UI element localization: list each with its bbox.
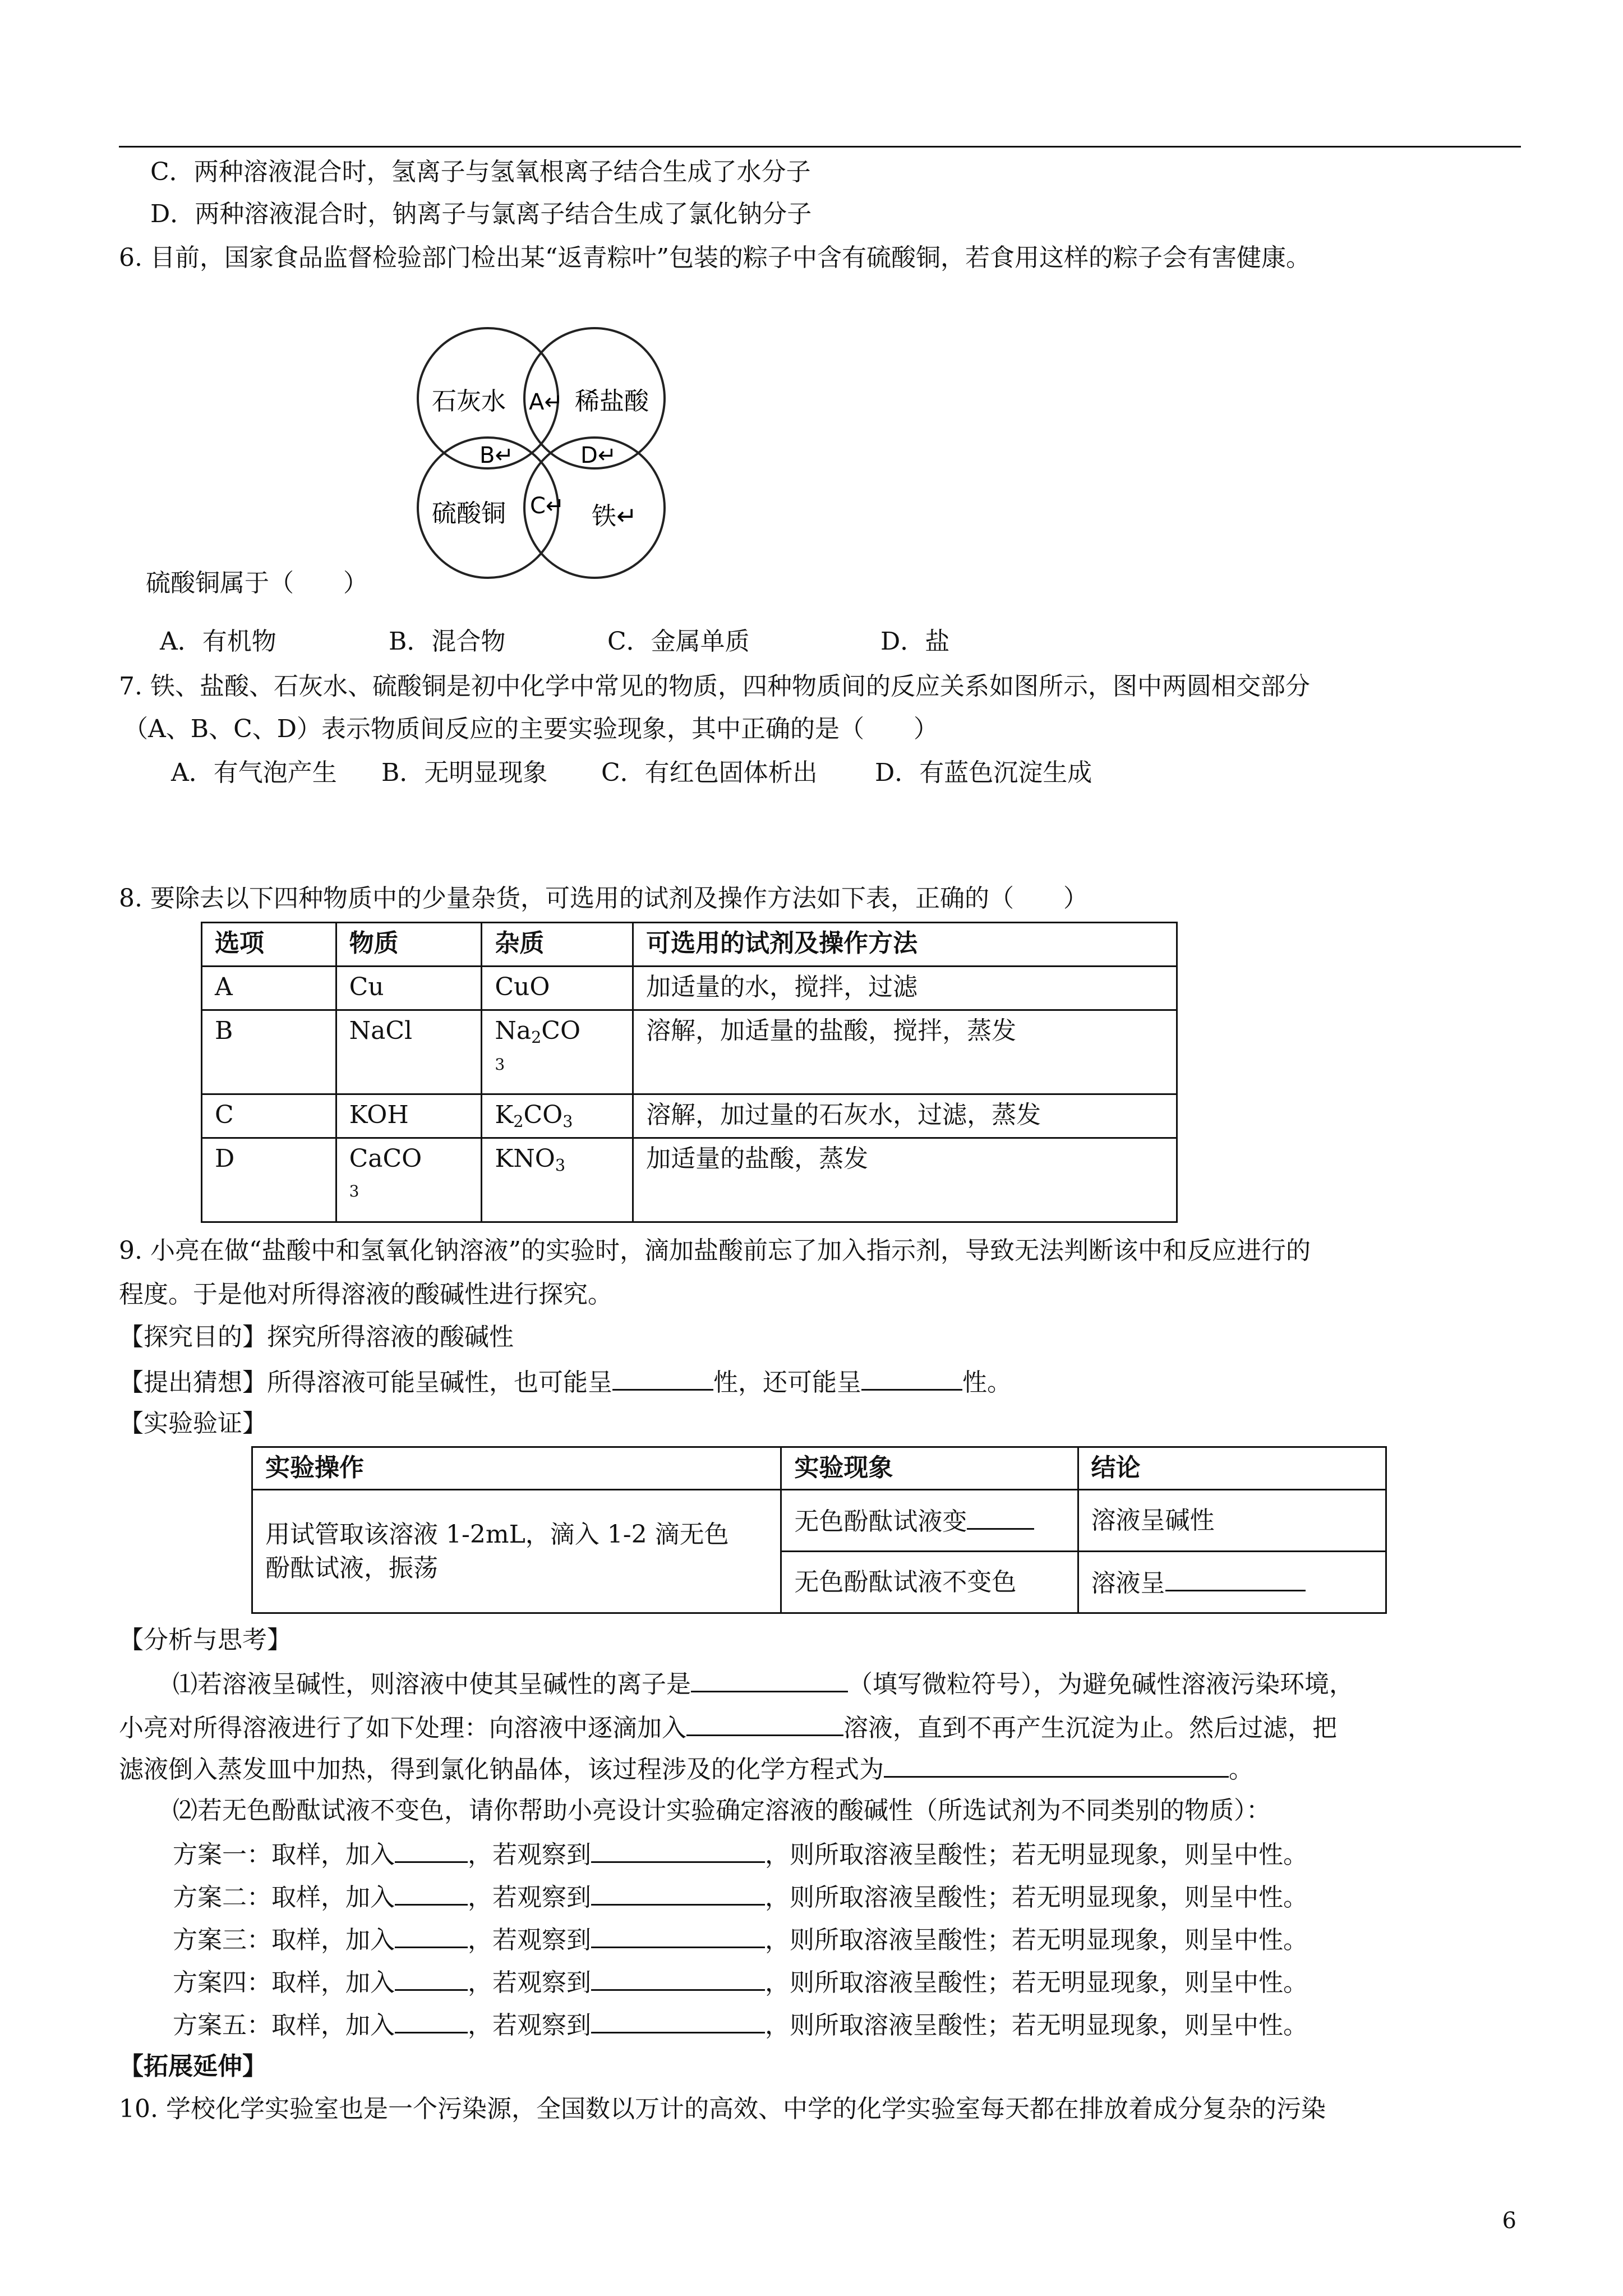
q9-header-operation: 实验操作 — [252, 1447, 781, 1490]
answer-blank[interactable] — [591, 1835, 765, 1863]
q7-stem-line2: （A、B、C、D）表示物质间反应的主要实验现象，其中正确的是（ ） — [123, 715, 939, 743]
q8-cell-method: 溶解，加适量的盐酸，搅拌，蒸发 — [633, 1010, 1177, 1094]
q8-cell-method: 加适量的水，搅拌，过滤 — [633, 967, 1177, 1010]
formula-part: CO — [541, 1016, 581, 1045]
table-row — [202, 1094, 1177, 1138]
plan-row — [173, 1921, 1308, 1958]
q8-cell-option: D — [202, 1138, 336, 1222]
p1-text-a: ⑴若溶液呈碱性，则溶液中使其呈碱性的离子是 — [173, 1670, 691, 1699]
q5-option-d: D．两种溶液混合时，钠离子与氯离子结合生成了氯化钠分子 — [150, 200, 812, 228]
formula-part: K — [495, 1101, 514, 1129]
p1-text-b: （填写微粒符号），为避免碱性溶液污染环境， — [848, 1670, 1354, 1699]
q8-table — [201, 922, 1178, 1223]
q10-stem: 10. 学校化学实验室也是一个污染源，全国数以万计的高效、中学的化学实验室每天都在排放着成分复杂的污染 — [119, 2095, 1326, 2123]
plan-name: 方案二：取样，加入 — [173, 1883, 395, 1912]
plan-row — [173, 1963, 1308, 2001]
plan-end: ，则所取溶液呈酸性；若无明显现象，则呈中性。 — [765, 2011, 1308, 2040]
plan-mid: ，若观察到 — [468, 1968, 591, 1998]
q8-cell-impurity — [482, 1010, 633, 1094]
answer-blank[interactable] — [395, 1963, 468, 1991]
label-d: D↵ — [580, 443, 617, 468]
answer-blank[interactable] — [1165, 1564, 1306, 1591]
label-a: A↵ — [529, 389, 563, 415]
plan-end: ，则所取溶液呈酸性；若无明显现象，则呈中性。 — [765, 1926, 1308, 1955]
plan-mid: ，若观察到 — [468, 1926, 591, 1955]
formula-part: KNO — [495, 1144, 555, 1173]
conclusion-text: 溶液呈 — [1091, 1569, 1165, 1598]
q9-purpose: 【探究目的】探究所得溶液的酸碱性 — [119, 1323, 514, 1351]
q7-option-d: D．有蓝色沉淀生成 — [875, 758, 1092, 787]
q9-conclusion-cell: 溶液呈碱性 — [1078, 1490, 1386, 1552]
plan-name: 方案一：取样，加入 — [173, 1841, 395, 1870]
q9-guess — [119, 1363, 1012, 1401]
page-number: 6 — [1502, 2208, 1516, 2234]
plan-mid: ，若观察到 — [468, 1841, 591, 1870]
q8-header-method: 可选用的试剂及操作方法 — [633, 923, 1177, 967]
q8-stem: 8. 要除去以下四种物质中的少量杂货，可选用的试剂及操作方法如下表，正确的（ ） — [119, 884, 1088, 913]
table-row — [202, 967, 1177, 1010]
formula-subscript: 3 — [562, 1112, 573, 1131]
plan-name: 方案三：取样，加入 — [173, 1926, 395, 1955]
q9-p1-line1 — [173, 1665, 1354, 1703]
q6-stem: 6. 目前，国家食品监督检验部门检出某“返青粽叶”包装的粽子中含有硫酸铜，若食用这样的粽子会有害健康。 — [119, 243, 1311, 272]
q8-header-option: 选项 — [202, 923, 336, 967]
table-row — [252, 1490, 1386, 1552]
label-limewater: 石灰水 — [432, 387, 506, 416]
header-rule — [119, 146, 1521, 148]
q8-header-row — [202, 923, 1177, 967]
answer-blank[interactable] — [395, 1878, 468, 1906]
q9-conclusion-cell — [1078, 1552, 1386, 1613]
q9-stem-line2: 程度。于是他对所得溶液的酸碱性进行探究。 — [119, 1280, 612, 1309]
answer-blank[interactable] — [884, 1750, 1229, 1778]
q8-header-substance: 物质 — [336, 923, 482, 967]
q9-phenomenon-cell — [781, 1490, 1078, 1552]
answer-blank[interactable] — [686, 1709, 843, 1736]
q9-experiment-table — [251, 1446, 1387, 1614]
q8-header-impurity: 杂质 — [482, 923, 633, 967]
label-dilute-hcl: 稀盐酸 — [575, 387, 649, 416]
q8-cell-option: C — [202, 1094, 336, 1138]
plan-row — [173, 1835, 1308, 1873]
guess-text-a: 【提出猜想】所得溶液可能呈碱性，也可能呈 — [119, 1368, 612, 1397]
label-iron: 铁↵ — [592, 502, 637, 531]
q6-option-d: D．盐 — [880, 627, 950, 656]
q9-p2: ⑵若无色酚酞试液不变色，请你帮助小亮设计实验确定溶液的酸碱性（所选试剂为不同类别的物质）： — [173, 1796, 1271, 1825]
plan-end: ，则所取溶液呈酸性；若无明显现象，则呈中性。 — [765, 1883, 1308, 1912]
q7-option-b: B．无明显现象 — [381, 758, 548, 787]
formula-part: Na — [495, 1016, 532, 1045]
guess-text-c: 性。 — [962, 1368, 1012, 1397]
formula-subscript: 2 — [513, 1112, 524, 1131]
phenomenon-text: 无色酚酞试液变 — [794, 1507, 967, 1536]
formula-part: CO — [523, 1101, 563, 1129]
q8-cell-impurity — [482, 1138, 633, 1222]
q6-option-a: A．有机物 — [160, 627, 276, 656]
formula-wrap: 3 — [349, 1182, 359, 1201]
operation-line-2: 酚酞试液，振荡 — [265, 1553, 438, 1582]
answer-blank[interactable] — [395, 2006, 468, 2033]
q8-cell-impurity — [482, 1094, 633, 1138]
formula-part: CaCO — [349, 1144, 422, 1173]
formula-wrap: 3 — [495, 1055, 505, 1074]
q8-cell-impurity: CuO — [482, 967, 633, 1010]
reaction-venn-diagram — [412, 323, 693, 586]
q9-p1-line2 — [119, 1709, 1337, 1746]
q9-header-conclusion: 结论 — [1078, 1447, 1386, 1490]
q8-cell-option: B — [202, 1010, 336, 1094]
q9-phenomenon-cell: 无色酚酞试液不变色 — [781, 1552, 1078, 1613]
q9-verify-heading: 【实验验证】 — [119, 1409, 267, 1438]
q7-stem-line1: 7. 铁、盐酸、石灰水、硫酸铜是初中化学中常见的物质，四种物质间的反应关系如图所示，图中两圆相交部分 — [119, 672, 1310, 701]
answer-blank[interactable] — [967, 1502, 1034, 1530]
q9-header-row — [252, 1447, 1386, 1490]
p1-text-f: 。 — [1229, 1755, 1253, 1784]
q8-cell-substance: KOH — [336, 1094, 482, 1138]
q8-cell-option: A — [202, 967, 336, 1010]
answer-blank[interactable] — [591, 2006, 765, 2033]
answer-blank[interactable] — [395, 1835, 468, 1863]
formula-subscript: 2 — [531, 1028, 542, 1047]
plan-row — [173, 2006, 1308, 2044]
answer-blank[interactable] — [591, 1921, 765, 1948]
answer-blank[interactable] — [591, 1963, 765, 1991]
answer-blank[interactable] — [591, 1878, 765, 1906]
plan-mid: ，若观察到 — [468, 1883, 591, 1912]
answer-blank[interactable] — [395, 1921, 468, 1948]
q9-operation-cell — [252, 1490, 781, 1613]
q9-stem-line1: 9. 小亮在做“盐酸中和氢氧化钠溶液”的实验时，滴加盐酸前忘了加入指示剂，导致无法判断该中和反应进行的 — [119, 1236, 1311, 1265]
q9-p1-line3 — [119, 1750, 1253, 1788]
plan-mid: ，若观察到 — [468, 2011, 591, 2040]
plan-name: 方案四：取样，加入 — [173, 1968, 395, 1998]
plan-name: 方案五：取样，加入 — [173, 2011, 395, 2040]
q6-option-b: B．混合物 — [389, 627, 506, 656]
q9-extend-heading: 【拓展延伸】 — [119, 2052, 267, 2081]
q6-question: 硫酸铜属于（ ） — [146, 569, 368, 597]
answer-blank[interactable] — [691, 1665, 848, 1692]
answer-blank[interactable] — [612, 1363, 713, 1391]
q7-option-a: A．有气泡产生 — [171, 758, 337, 787]
guess-text-b: 性，还可能呈 — [713, 1368, 861, 1397]
label-c: C↵ — [530, 493, 565, 519]
plan-end: ，则所取溶液呈酸性；若无明显现象，则呈中性。 — [765, 1968, 1308, 1998]
q8-cell-substance: NaCl — [336, 1010, 482, 1094]
table-row — [202, 1138, 1177, 1222]
label-copper-sulfate: 硫酸铜 — [432, 499, 506, 528]
q7-option-c: C．有红色固体析出 — [601, 758, 818, 787]
p1-text-d: 溶液，直到不再产生沉淀为止。然后过滤，把 — [843, 1714, 1337, 1743]
q9-analysis-heading: 【分析与思考】 — [119, 1626, 292, 1654]
label-b: B↵ — [479, 443, 514, 468]
formula-subscript: 3 — [555, 1156, 566, 1175]
plan-row — [173, 1878, 1308, 1916]
operation-line-1: 用试管取该溶液 1-2mL，滴入 1-2 滴无色 — [265, 1520, 729, 1549]
answer-blank[interactable] — [861, 1363, 962, 1391]
q6-option-c: C．金属单质 — [607, 627, 750, 656]
plan-end: ，则所取溶液呈酸性；若无明显现象，则呈中性。 — [765, 1841, 1308, 1870]
table-row — [202, 1010, 1177, 1094]
p1-text-c: 小亮对所得溶液进行了如下处理：向溶液中逐滴加入 — [119, 1714, 686, 1743]
p1-text-e: 滤液倒入蒸发皿中加热，得到氯化钠晶体，该过程涉及的化学方程式为 — [119, 1755, 884, 1784]
q8-cell-method: 溶解，加过量的石灰水，过滤，蒸发 — [633, 1094, 1177, 1138]
q5-option-c: C．两种溶液混合时，氢离子与氢氧根离子结合生成了水分子 — [150, 158, 811, 186]
q8-cell-substance — [336, 1138, 482, 1222]
q9-header-phenomenon: 实验现象 — [781, 1447, 1078, 1490]
q8-cell-method: 加适量的盐酸，蒸发 — [633, 1138, 1177, 1222]
q8-cell-substance: Cu — [336, 967, 482, 1010]
